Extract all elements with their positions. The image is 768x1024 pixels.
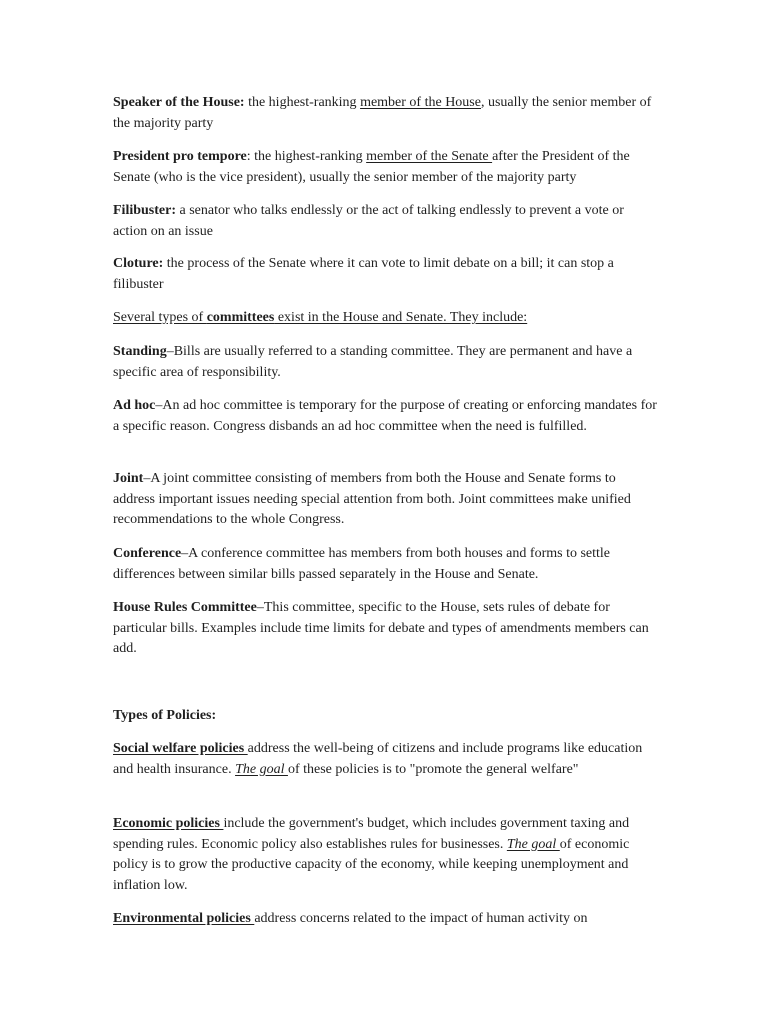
speaker-definition: Speaker of the House: the highest-ranking member of the House, usually the senior member of the majority party [113,95,652,131]
filibuster-definition: Filibuster: a senator who talks endlessly or the act of talking endlessly to prevent a vote or action on an issue [113,203,624,239]
social-welfare-policies: Social welfare policies address the well-being of citizens and include programs like education and health insurance. The goal of these policies is to "promote the general welfare" [113,741,643,777]
ad-hoc-committee: Ad hoc–An ad hoc committee is temporary for the purpose of creating or enforcing mandates for a specific reason. Congress disbands an ad hoc committee when the need is fulfilled. [113,398,657,434]
ad-hoc-term: Ad hoc [113,398,156,413]
committees-term: committees [206,310,275,325]
house-rules-term: House Rules Committee [113,600,257,615]
cloture-definition: Cloture: the process of the Senate where it can vote to limit debate on a bill; it can stop a filibuster [113,256,614,292]
member-of-house-link[interactable]: member of the House [360,95,481,110]
joint-committee: Joint–A joint committee consisting of members from both the House and Senate forms to address important issues needing special attention from both. Joint committees make unified recommendations to the whole Congress. [113,471,631,527]
speaker-term: Speaker of the House: [113,95,245,110]
president-pro-tempore-definition: President pro tempore: the highest-ranking member of the Senate after the President of the Senate (who is the vice president), usually the senior member of the majority party [113,149,630,185]
economic-policies-term: Economic policies [113,816,224,831]
standing-committee: Standing–Bills are usually referred to a standing committee. They are permanent and have a specific area of responsibility. [113,344,633,380]
cloture-term: Cloture: [113,256,164,271]
conference-term: Conference [113,546,182,561]
joint-term: Joint [113,471,144,486]
policies-heading: Types of Policies: [113,708,217,723]
environmental-policies-term: Environmental policies [113,911,255,926]
environmental-policies: Environmental policies address concerns related to the impact of human activity on [113,911,588,926]
committees-intro: Several types of committees exist in the House and Senate. They include: [113,310,528,325]
member-of-senate-link[interactable]: member of the Senate [366,149,493,164]
economic-goal-emphasis: The goal [506,836,560,852]
social-welfare-term: Social welfare policies [113,741,248,756]
filibuster-term: Filibuster: [113,203,176,218]
economic-policies: Economic policies include the government's budget, which includes government taxing and spending rules. Economic policy also establishes rules for businesses. The goal of economic policy is to grow the productive capacity of the economy, while keeping unemployment and inflation low. [113,816,630,893]
conference-committee: Conference–A conference committee has members from both houses and forms to settle differences between similar bills passed separately in the House and Senate. [113,546,610,582]
standing-term: Standing [113,344,167,359]
social-goal-emphasis: The goal [235,761,288,777]
house-rules-committee: House Rules Committee–This committee, specific to the House, sets rules of debate for particular bills. Examples include time limits for debate and types of amendments members can add. [113,600,649,656]
president-pro-tempore-term: President pro tempore [113,149,247,164]
